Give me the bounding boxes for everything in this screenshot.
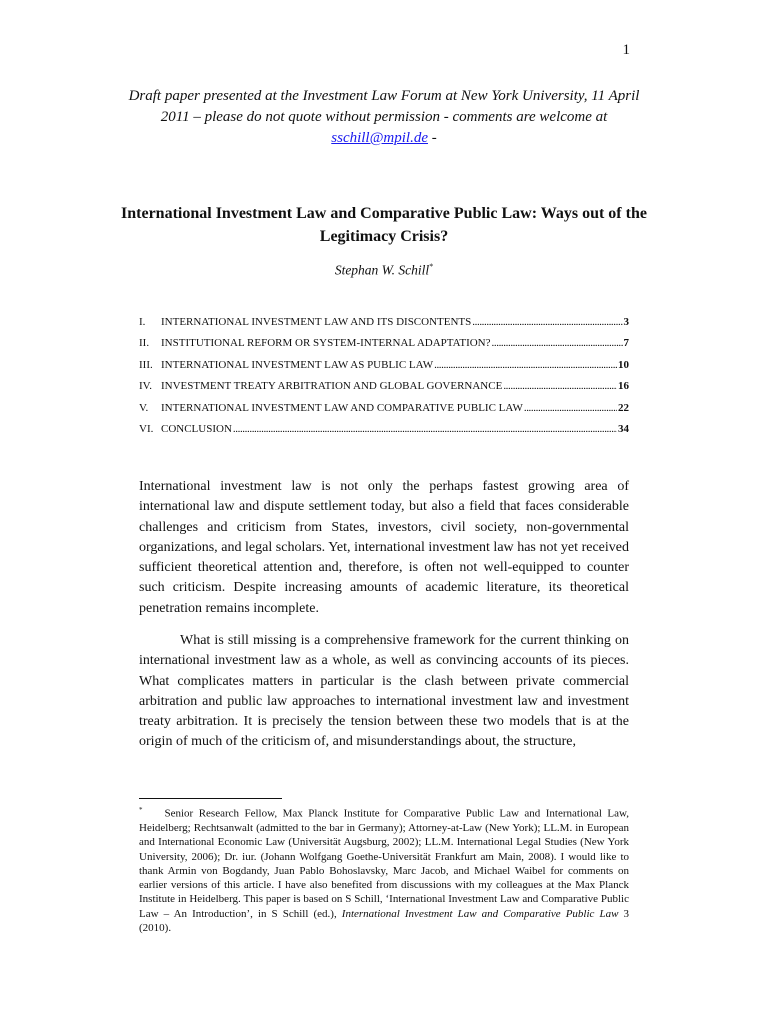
author-footnote-mark[interactable]: * [429,262,434,271]
footnote-mark: * [139,806,143,814]
toc-entry[interactable] [139,423,629,444]
toc-leader-dots [503,380,617,392]
toc-entry-number: V. [139,401,149,414]
footnote-separator [139,798,282,799]
paper-title: International Investment Law and Comparative Public Law: Ways out of the Legitimacy Crisis? [121,205,647,245]
footnote-citation-end: 3 (2010). [139,907,630,935]
draft-note [120,86,648,149]
toc-entry-page: 16 [618,380,629,393]
toc-leader-dots [524,402,617,414]
table-of-contents [139,316,629,444]
body-paragraph: What is still missing is a comprehensive framework for the current thinking on international investment law as a whole, as well as convincing accounts of its pieces. What complicates matters in particular is the clash between private commercial arbitration and public law approaches to international investment law and investment treaty arbitration. It is precisely the tension between these two models that is at the origin of much of the criticism of, and misunderstandings about, the structure, [139,633,629,750]
footnote [139,803,629,935]
toc-entry-label: INTERNATIONAL INVESTMENT LAW AS PUBLIC LAW [161,358,434,371]
page-number: 1 [622,42,630,58]
toc-entry-page: 10 [618,358,629,371]
toc-entry-number: I. [139,316,146,328]
author-line [120,262,648,279]
toc-entry-label: INVESTMENT TREATY ARBITRATION AND GLOBAL GOVERNANCE [161,380,503,393]
toc-leader-dots [233,423,617,435]
toc-entry-number: VI. [139,422,154,435]
toc-entry-number: II. [139,337,150,350]
toc-entry[interactable] [139,316,629,337]
toc-entry-page: 7 [623,337,629,350]
body-paragraph: International investment law is not only the perhaps fastest growing area of international law and dispute settlement today, but also a field that faces considerable challenges and criticism from States, investors, civil society, non-governmental organizations, and legal scholars. Yet, international investment law has not yet received sufficient theoretical attention and, therefore, is often not well-equipped to counter such criticism. Despite increasing amounts of academic literature, its theoretical penetration remains incomplete. [139,479,629,616]
toc-leader-dots [492,337,623,349]
toc-entry-page: 22 [618,401,629,414]
toc-entry-label: INTERNATIONAL INVESTMENT LAW AND COMPARATIVE PUBLIC LAW [161,401,523,414]
author-name: Stephan W. Schill [334,262,430,278]
toc-entry-page: 34 [618,422,629,435]
toc-entry-label: INSTITUTIONAL REFORM OR SYSTEM-INTERNAL ADAPTATION? [161,337,491,350]
toc-entry-page: 3 [623,316,629,328]
toc-entry-number: III. [139,358,153,371]
toc-entry[interactable] [139,380,629,401]
footnote-text: Senior Research Fellow, Max Planck Institute for Comparative Public Law and International Law, Heidelberg; Rechtsanwalt (admitted to the bar in Germany); Attorney-at-Law (New York); LL.M. in European and International Economic Law (Universität Augsburg, 2002); LL.M. International Legal Studies (New York University, 2006); Dr. iur. (Johann Wolfgang Goethe-Universität Frankfurt am Main, 2008). I would like to thank Armin von Bogdandy, Juan Pablo Bohoslavsky, Marc Jacob, and Michael Waibel for comments on earlier versions of this article. I have also benefited from discussions with my colleagues at the Max Planck Institute in Heidelberg. This paper is based on S Schill, ‘International Investment Law and Comparative Public Law – An Introduction’, in S Schill (ed.), [139,807,629,920]
draft-note-trailing: - [427,130,437,146]
author-email-link[interactable]: sschill@mpil.de [331,130,428,146]
toc-entry-label: CONCLUSION [161,422,232,435]
toc-entry[interactable] [139,359,629,380]
draft-note-text: Draft paper presented at the Investment Law Forum at New York University, 11 April 2011 – please do not quote without permission - comments are welcome at [128,88,640,125]
toc-entry-label: INTERNATIONAL INVESTMENT LAW AND ITS DISCONTENTS [161,316,472,328]
footnote-cited-work: International Investment Law and Comparative Public Law [341,907,619,920]
toc-entry[interactable] [139,337,629,358]
toc-entry[interactable] [139,402,629,423]
toc-entry-number: IV. [139,380,152,393]
toc-leader-dots [434,359,617,371]
toc-leader-dots [472,316,622,328]
